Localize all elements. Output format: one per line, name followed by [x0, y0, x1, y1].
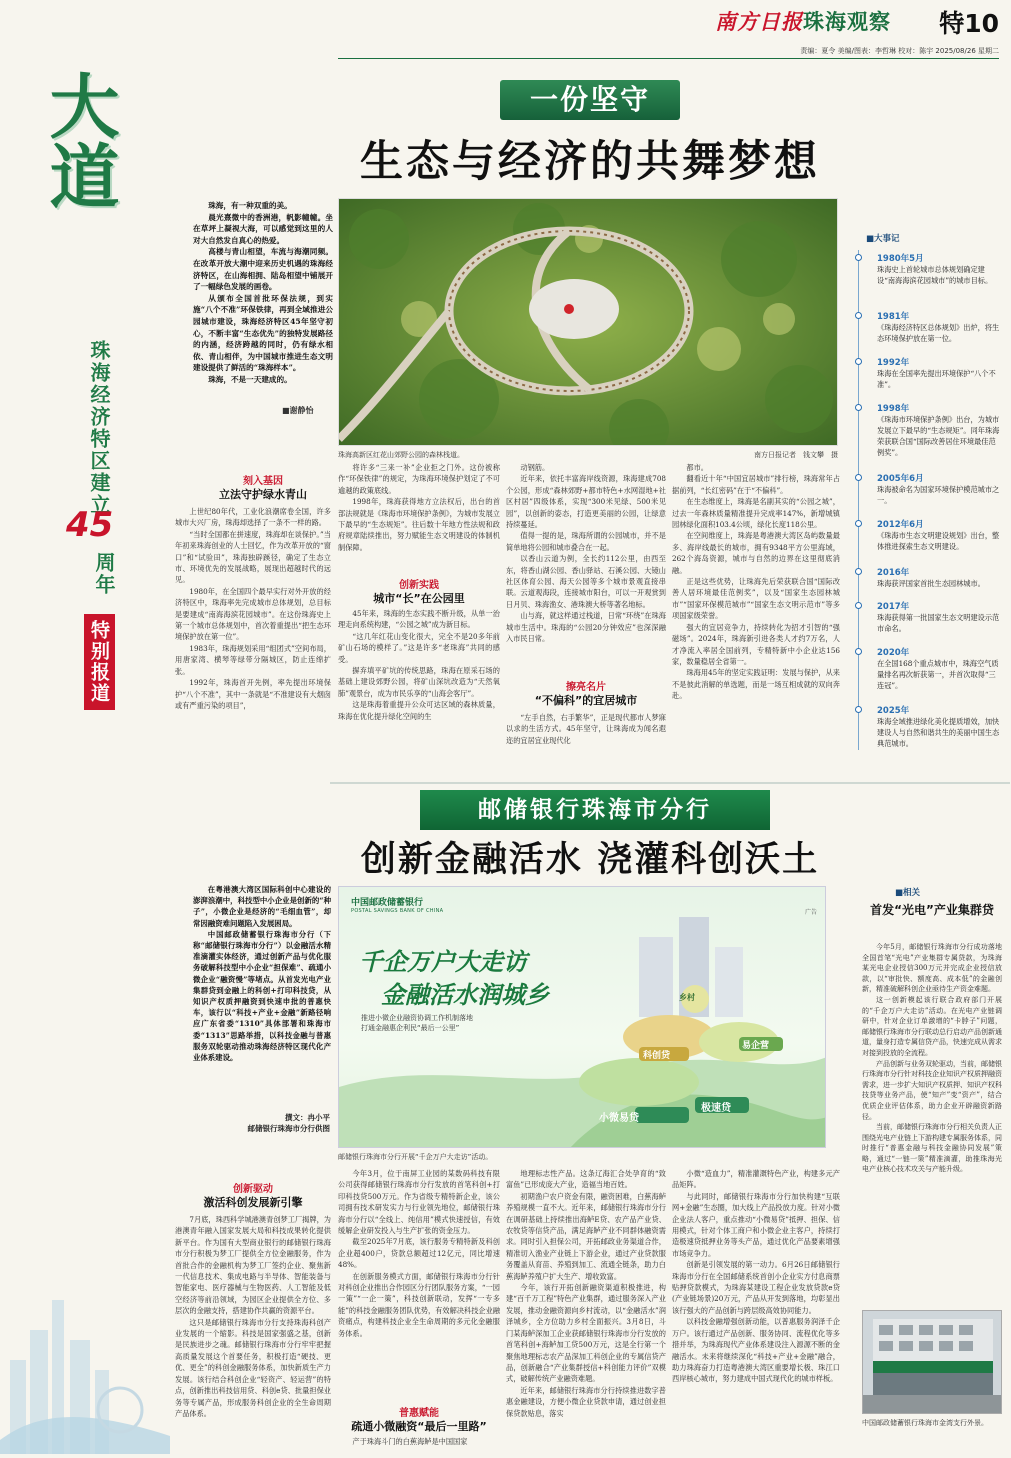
photo1-caption [338, 450, 838, 460]
a2-section2-kicker: 普惠赋能 [399, 1408, 439, 1419]
bank-photo-caption: 中国邮政储蓄银行珠海市金湾支行外景。 [862, 1419, 988, 1427]
a2-section1-head: 激活科创发展新引擎 [203, 1196, 303, 1209]
side-big-title: 大道 [38, 70, 120, 210]
para: 珠海用45年的坚定实践证明：发展与保护，从来不是彼此消解的单选题，而是一场互相成就的双向奔赴。 [672, 668, 840, 701]
para: 值得一提的是，珠海所谓的公园城市，并不是简单地将公园和城市叠合在一起。 [506, 531, 666, 552]
a1-section3-head: “不偏科”的宜居城市 [534, 694, 638, 707]
article2-headline: 创新金融活水 浇灌科创沃土 [360, 839, 820, 880]
intro-para: 珠海，不是一天建成的。 [208, 374, 292, 384]
ad-slogan-2: 金融活水润城乡 [381, 981, 549, 1009]
timeline-item [859, 600, 1001, 634]
decorative-skyline [0, 1240, 200, 1454]
a2-section2-head: 疏通小微融资“最后一里路” [351, 1420, 487, 1433]
a2-column-2a [338, 1168, 500, 1402]
article1-author: ■谢静怡 [282, 406, 314, 415]
sign-yiqi: 易企营 [742, 1041, 770, 1051]
para: 产品创新与业务双轮驱动，当前，邮储银行珠海市分行针对科技企业知识产权质押融资需求，进一步扩大知识产权质押、知识产权科技贷等业务产品，使“知产”变“资产”，结合优质企业评估体系，助力企业开辟融资新路径。 [862, 1059, 1002, 1121]
para: 翻看近十年“中国宜居城市”排行榜，珠海常年占据前列，“长红密码”在于“不偏科”。 [672, 474, 840, 495]
para: 1983年，珠海规划采用“组团式”空间布局，用唐家湾、横琴等绿带分隔城区，防止连绵扩张。 [175, 643, 331, 676]
photo-credit: 南方日报记者 钱文攀 摄 [754, 451, 838, 459]
para: 地理标志性产品。这条辽海汇合处孕育的“致富鱼”已形成庞大产业，造福当地百姓。 [506, 1169, 666, 1190]
a2-column-3 [506, 1168, 666, 1450]
intro-para: 珠海，有一种双重的美。 [208, 201, 292, 210]
timeline-year: 2017年 [877, 602, 910, 612]
ad-tag: 广告 [804, 909, 817, 916]
related-headline: 首发“光电”产业集群贷 [870, 903, 994, 917]
para: 与此同时，邮储银行珠海市分行加快构建“互联网+金融”生态圈，加大线上产品投放力度。针对小微企业法人客户，重点推动“小微易贷”抵押、担保、信用模式，针对个体工商户和小微企业主客户，持续打造极速贷抵押业务等头产品，通过优化产品要素增强市场竞争力。 [672, 1191, 840, 1258]
timeline-year: 2025年 [877, 706, 910, 716]
timeline-year: 1981年 [877, 312, 910, 322]
a1-column-2b [338, 608, 500, 776]
timeline-text: 珠海史上首轮城市总体规划确定建设“南海海滨花园城市”的城市目标。 [877, 265, 993, 285]
para: 初期渔户农户资金有限，融资困难，白蕉海鲈养殖规模一直不大。近年来，邮储银行珠海市分行在调研基础上持续推出海鲈E贷、农产品产业贷、农牧贷等信贷产品，满足海鲈产业不同群体融资需求。同时引入担保公司，开拓邮政业务渠道合作，精准切入渔业产业链上下游企业，通过产业贷款服务覆盖从育苗、养殖到加工、流通全链条，助力白蕉海鲈养殖户扩大生产、增收致富。 [506, 1191, 666, 1281]
timeline-text: 珠海获得第一批国家生态文明建设示范市命名。 [877, 613, 1000, 633]
timeline-item [859, 310, 1001, 344]
ad-sub-2: 打通金融惠企利民“最后一公里” [361, 1024, 460, 1032]
para: 当前，邮储银行珠海市分行相关负责人正围绕光电产业链上下游构建专属服务体系，同时推行“普惠金融与科技金融协同发展”策略，通过“一链一策”精准滴灌，助推珠海光电产业核心技术攻关与产能升级。 [862, 1123, 1002, 1174]
para: 都市。 [686, 463, 708, 472]
a2-column-2b [338, 1436, 500, 1450]
timeline-title: ■大事记 [866, 234, 900, 244]
timeline-item [859, 252, 1001, 286]
timeline-text: 《珠海经济特区总体规划》出炉，将生态环境保护放在第一位。 [877, 323, 1000, 343]
intro-para: 晨光熹微中的香洲港，帆影幢幢。坐在草坪上凝视大海，可以感觉到这里的人对大自然发自真心的热爱。 [193, 212, 333, 245]
timeline-year: 2005年6月 [877, 474, 924, 484]
caption-text: 珠海高新区红花山郊野公园的森林栈道。 [338, 451, 464, 459]
psbc-logo [351, 895, 443, 914]
timeline-year: 1992年 [877, 358, 910, 368]
para: 强大的宜居竞争力，持续转化为招才引智的“强磁场”。2024年，珠海新引进各类人才约7万名，人才净流入率居全国前列，专精特新中小企业达156家，数量稳居全省第一。 [672, 622, 840, 666]
timeline-item [859, 472, 1001, 506]
timeline-item [859, 646, 1001, 691]
para: 1998年，珠海获得地方立法权后，出台的首部法规就是《珠海市环境保护条例》，为城市发展立下最早的“生态规矩”。往后数十年地方性法规和政府规章陆续推出，努力赋能生态文明建设的体制机制保障。 [338, 497, 500, 552]
para: 山与海，就这样通过栈道，日常“环绕”在珠海城市生活中。珠海的“公园20分钟效应”也深深融入市民日常。 [506, 611, 666, 644]
a2-column-4 [672, 1168, 840, 1450]
a1-section2-head: 城市“长”在公园里 [373, 592, 465, 605]
timeline-text: 《珠海市环境保护条例》出台，为城市发展立下最早的“生态规矩”。同年珠海荣获联合国“国际改善居住环境最佳范例奖”。 [877, 415, 1000, 457]
para: 近年来，依托丰富海岸线资源，珠海建成708个公园，形成“森林郊野+都市特色+水网湿地+社区村居”四级体系，实现“300米见绿、500米见园”，以创新的姿态，打造更美丽的公园，让绿意持续蔓延。 [506, 474, 666, 530]
a1-section3-kicker: 擦亮名片 [566, 682, 606, 693]
author-line: 撰文：冉小平 [285, 1113, 330, 1122]
ad-sub-1: 推进小微企业融资协调工作机制落地 [361, 1014, 473, 1022]
timeline-text: 在全国168个重点城市中，珠海空气质量排名再次斩获第一，并首次取得“三连冠”。 [877, 659, 999, 690]
para: 以香山云道为例，全长约112公里，由西至东，将香山湖公园、香山驿站、石溪公园、大镜山社区体育公园、海天公园等多个城市景观直接串联。云道观海段，连接城市阳台，可以一开观赏到日月贝、珠海渔女、港珠澳大桥等著名地标。 [506, 554, 666, 609]
a1-column-1 [175, 506, 331, 776]
para: 动钢筋。 [520, 463, 550, 472]
bank-advert-image [338, 886, 826, 1148]
timeline [858, 250, 998, 750]
timeline-item [859, 518, 1001, 552]
timeline-text: 珠海被命名为国家环境保护模范城市之一。 [877, 485, 1000, 505]
intro-para: 在粤港澳大湾区国际科创中心建设的澎湃浪潮中，科技型中小企业是创新的“种子”，小微企业是经济的“毛细血管”，却常因融资难问题陷入发展困局。 [193, 885, 331, 928]
para: 这一创新模起该行联合政府部门开展的“千企万户大走访”活动。在光电产业链调研中，针对企业订单激增的“卡脖子”问题，邮储银行珠海市分行联动总行启动产品创新通道，量身打造专属信贷产品，快速完成从需求对接到投放的全流程。 [862, 995, 1002, 1057]
related-body [862, 942, 1002, 1304]
para: “这几年红花山变化很大，完全不是20多年前矿山石场的模样了。”这是许多“老珠海”共同的感受。 [338, 631, 500, 664]
ad-caption: 邮储银行珠海市分行开展“千企万户大走访”活动。 [338, 1153, 493, 1161]
ad-slogan-1: 千企万户大走访 [359, 948, 527, 976]
article2-kicker: 邮储银行珠海市分行 [420, 790, 770, 830]
paper-name: 南方日报 [715, 10, 803, 34]
a1-column-4 [672, 462, 840, 776]
para: 今年，该行开拓创新融资渠道积极推进，构建“百千万工程”特色产业集群，通过服务深入产业发展，推动金融资源向乡村流动，以“金融活水”润泽城乡，全方位助力乡村全面振兴。3月8日，斗门某海鲈深加工企业获邮储银行珠海市分行发放的首笔科创+海鲈加工贷500万元，这是全行第一个聚焦地理标志农产品深加工科创企业的专属信贷产品，创新融合“产业集群授信+科创能力评价”双模式，破解传统产业融资难题。 [506, 1283, 666, 1384]
article1-headline: 生态与经济的共舞梦想 [360, 137, 820, 187]
para: 将许多“三来一补”企业拒之门外。这份被称作“环保铁律”的规定，为珠海环境保护划定了不可逾越的政策底线。 [338, 463, 500, 495]
timeline-year: 2020年 [877, 648, 910, 658]
intro-para: 中国邮政储蓄银行珠海市分行（下称“邮储银行珠海市分行”）以金融活水精准滴灌实体经济，通过创新产品与优化服务破解科技型中小企业“担保难”、疏通小微企业“融资慢”等堵点。从首发光电产业集群贷到金融上的科创+打印科技贷，从知识产权质押融资到快速申批的普惠快车，该行以“科技+产业+金融”新路径响应广东省委“1310”具体部署和珠海市委“1313”思路举措，以科技金融与普惠服务双轮驱动推动珠海经济特区现代化产业体系建设。 [193, 929, 331, 1063]
sign-xiaowei: 小微易贷 [599, 1113, 639, 1124]
photo-source: 邮储银行珠海市分行供图 [247, 1124, 330, 1133]
section-divider [330, 782, 1010, 784]
para: 摒弃填平矿坑的传统思路，珠海在原采石场的基础上建设郊野公园，将矿山深坑改造为“天然氧肺”观景台，成为市民乐享的“山海会客厅”。 [338, 666, 500, 698]
ad-subline [361, 1013, 473, 1033]
article1-intro [193, 200, 333, 386]
article2-intro [193, 884, 331, 1063]
para: 以科技金融增强创新动能，以普惠服务润泽千企万户。该行通过产品创新、服务协同、流程优化等多措并举，为珠海现代产业体系建设注入源源不断的金融活水。未来将继续深化“科技+产业+金融”融合，助力珠海奋力打造粤港澳大湾区重要增长极、珠江口西岸核心城市，努力建成中国式现代化的城市样板。 [672, 1317, 840, 1384]
timeline-item [859, 566, 1001, 589]
sign-xiangcun: 乡村 [679, 993, 695, 1002]
para: 在生态维度上，珠海是名副其实的“公园之城”，过去一年森林质量精准提升完成率147%，新增城镇园林绿化面积103.4公顷，绿化长度118公里。 [672, 497, 840, 530]
intro-para: 从颁布全国首批环保法规，到实施“八个不准”环保铁律，再到全域推进公园城市建设，珠海经济特区45年坚守初心，不断丰富“生态优先”的独特发展路径的内涵，经济跨越的同时，仍有绿水相依、青山相伴，为中国城市推进生态文明建设提供了鲜活的“珠海样本”。 [193, 293, 333, 373]
para: “左手自然，右手繁华”，正是现代都市人梦寐以求的生活方式。45年坚守，让珠海成为闻名遐迩的宜居宜业现代化 [506, 713, 666, 745]
para: 在空间维度上，珠海是粤港澳大湾区岛屿数量最多、海岸线最长的城市，拥有9348平方公里海域，262个海岛资源，城市与自然的边界在这里彻底消融。 [672, 531, 840, 575]
article2-author [200, 1112, 330, 1134]
para: 近年来，邮储银行珠海市分行持续推进数字普惠金融建设，方便小微企业贷款申请，通过创业担保贷款贴息，落实 [506, 1385, 666, 1418]
a1-section2-kicker: 创新实践 [399, 580, 439, 591]
intro-para: 高楼与青山相望，车流与海潮同频。在改革开放大潮中迎来历史机遇的珠海经济特区，在山海相拥、陆岛相望中铺展开了一幅绿色发展的画卷。 [193, 247, 333, 292]
para: 1980年，在全国四个最早实行对外开放的经济特区中，珠海率先完成城市总体规划，总目标是要建成“南海海滨花园城市”。在这份珠海史上第一个城市总体规划中，首次着重提出“把生态环境保护放在第一位”。 [175, 586, 331, 642]
a2-section1-kicker: 创新驱动 [233, 1184, 273, 1195]
page-number: 特10 [939, 9, 999, 38]
para: 创新是引领发展的第一动力。6月26日邮储银行珠海市分行在全国邮储系统首创小企业实方付息商票贴押贷款模式，为珠海某建设工程企业发放贷款e贷(产业链场景)20万元，产品从开发到落地，均彰显出该行强大的产品创新与跨层级高效协同能力。 [672, 1260, 840, 1315]
para: 7月底，珠西科学城港澳青创梦工厂揭牌，为港澳青年融入国家发展大局和科技成果转化提供新平台。作为国有大型商业银行的邮储银行珠海市分行积极为梦工厂提供全方位金融服务，作为首批合作的金融机构为梦工厂签约企业、聚焦新一代信息技术、集成电路与半导体、智能装备与智能家电、医疗器械与生物医药、人工智能及低空经济等前沿领域，为园区企业提供全方位、多层次的金融支持，搭建协作共赢的资源平台。 [175, 1215, 331, 1316]
timeline-year: 1980年5月 [877, 254, 924, 264]
a1-column-3a [506, 462, 666, 674]
para: 今年3月，位于南屏工业园的某数码科技有限公司获得邮储银行珠海市分行发放的首笔科创+打印科技贷500万元。作为省级专精特新企业，该公司拥有技术研发实力与行业领先地位，邮储银行珠海市分行以“全线上、纯信用”模式快速授信，有效缓解企业研发投入与生产扩张的资金压力。 [338, 1169, 500, 1236]
timeline-year: 2012年6月 [877, 520, 924, 530]
para: 上世纪80年代，工业化浪潮席卷全国，许多城市大兴厂房，珠海却选择了一条不一样的路。 [175, 507, 331, 528]
side-title: 珠海经济特区建立 [87, 340, 111, 516]
para: 今年5月，邮储银行珠海市分行成功落地全国首笔“光电”产业集群专属贷款，为珠海某光电企业授信300万元并完成企业授信放款，以“审批快、额度高、成本低”的金融创新，精准破解科创企业亟待生产资金难题。 [862, 943, 1002, 994]
side-unit: 周年 [92, 552, 116, 596]
logo-text: 中国邮政储蓄银行 [351, 898, 424, 908]
para: 小微“造血力”，精准灌溉特色产业，构建多元产品矩阵。 [672, 1169, 840, 1190]
editor-meta: 责编：夏令 美编/图表：李哲琳 校对：陈宇 2025/08/26 星期二 [800, 47, 999, 55]
logo-text-en: POSTAL SAVINGS BANK OF CHINA [351, 908, 444, 914]
para: 45年来，珠海的生态实践不断升级，从单一治理走向系统构建，“公园之城”成为新目标。 [338, 609, 500, 630]
para: 这是珠海着重提升公众可达区域的森林质量，珠海在优化提升绿化空间的生 [338, 700, 500, 721]
timeline-text: 珠海在全国率先提出环境保护“八个不准”。 [877, 369, 996, 389]
masthead-logo [715, 6, 891, 36]
timeline-year: 1998年 [877, 404, 910, 414]
section-name: 珠海观察 [803, 10, 891, 34]
sign-jisu: 极速贷 [701, 1103, 731, 1114]
timeline-year: 2016年 [877, 568, 910, 578]
header-rule [338, 58, 999, 59]
para: “当时全国都在拼速度，珠海却在谈保护。”当年初来珠海创业的人士回忆，作为改革开放的“窗口”和“试验田”，珠海独辟蹊径，确定了生态立市、环境优先的发展战略，展现出超越时代的远见。 [175, 529, 331, 585]
special-report-badge: 特别报道 [84, 614, 115, 710]
a1-section1-head: 立法守护绿水青山 [219, 488, 307, 501]
para: 产于珠海斗门的白蕉海鲈是中国国家 [352, 1437, 468, 1446]
timeline-text: 珠海获评国家首批生态园林城市。 [877, 579, 985, 588]
a1-section1-kicker: 刻入基因 [243, 476, 283, 487]
timeline-item [859, 704, 1001, 749]
sign-kechuang: 科创贷 [643, 1051, 671, 1061]
timeline-item [859, 356, 1001, 390]
a1-column-3b [506, 712, 666, 776]
para: 截至2025年7月底，该行服务专精特新及科创企业超400户，贷款总额超过12亿元，同比增速48%。 [338, 1237, 500, 1270]
para: 在创新服务模式方面，邮储银行珠海市分行针对科创企业推出合作园区分行团队服务方案，“一园一策”“一企一策”，科技创新联动，发挥“一专多能”的科技金融服务团队优势，有效解决科技企业融资痛点，构建科技企业全生命周期的多元化金融服务体系。 [338, 1271, 500, 1338]
article1-kicker: 一份坚守 [500, 80, 680, 120]
timeline-text: 珠海全域推进绿化美化提质增效，加快建设人与自然和谐共生的美丽中国生态典范城市。 [877, 717, 1000, 748]
para: 正是这些优势，让珠海先后荣获联合国“国际改善人居环境最佳范例奖”，以及“国家生态园林城市”“国家环保模范城市”“国家生态文明示范市”等多项国家级荣誉。 [672, 577, 840, 621]
bank-branch-photo [862, 1310, 1002, 1414]
timeline-item [859, 402, 1001, 458]
a1-column-2a [338, 462, 500, 574]
para: 1992年，珠海首开先例，率先提出环境保护“八个不准”，其中一条就是“不准建设有大烟囱或有严重污染的项目”， [175, 678, 331, 710]
para: 这只是邮储银行珠海市分行支持珠海科创产业发展的一个缩影。科技是国家强盛之基，创新是民族进步之魂。邮储银行珠海市分行牢牢把握高质量发展这个首要任务，积极打造“硬技、更优、更全”的科创金融服务体系，加快新质生产力发展。该行结合科创企业“轻资产、轻运营”的特点，创新推出科技信用贷、科创e贷、批量担保业务等专属产品，形成服务科创企业的全生命周期产品体系。 [175, 1317, 331, 1418]
side-anniversary-number: 45 [66, 505, 114, 545]
related-title: ■相关 [895, 888, 921, 898]
timeline-text: 《珠海市生态文明建设规划》出台，整体推进探索生态文明建设。 [877, 531, 1000, 551]
forest-walkway-photo [338, 198, 838, 446]
